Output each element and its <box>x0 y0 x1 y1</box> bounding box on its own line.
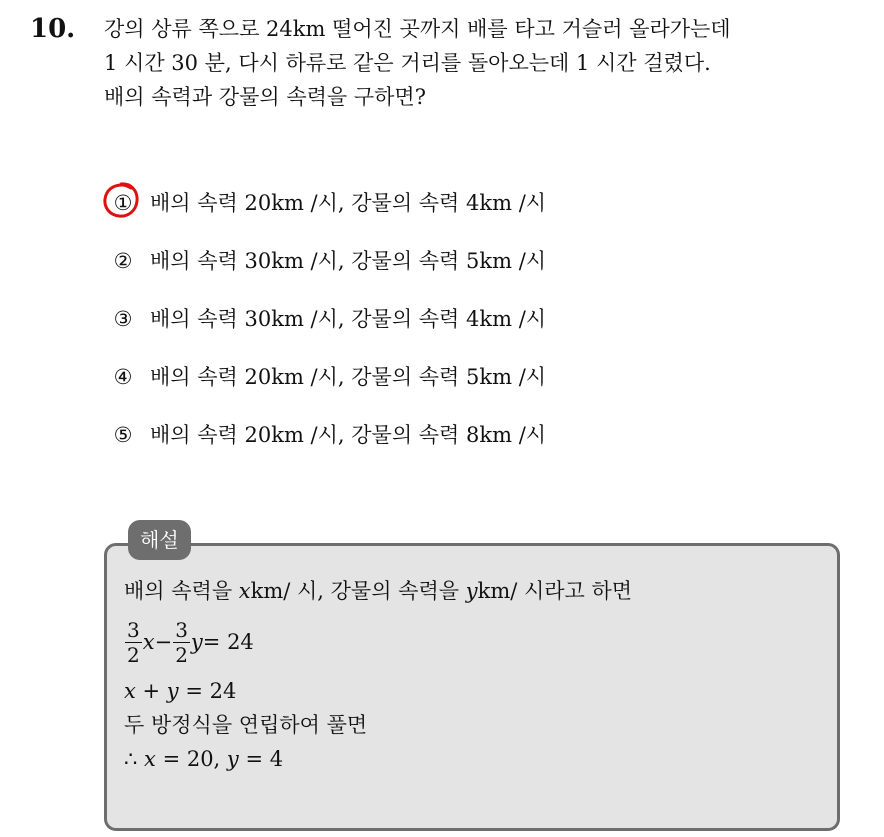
question-line: 1 시간 30 분, 다시 하류로 같은 거리를 돌아오는데 1 시간 걸렸다. <box>104 51 711 75</box>
question-line: 배의 속력과 강물의 속력을 구하면? <box>104 85 426 109</box>
solution-content <box>124 574 632 776</box>
fraction-numerator: 3 <box>127 617 140 642</box>
choice-number: ⑤ <box>113 423 133 447</box>
fraction-numerator: 3 <box>175 617 188 642</box>
math-variable: x <box>142 630 155 654</box>
choice-number: ② <box>113 249 133 273</box>
choice-5[interactable] <box>108 406 546 464</box>
math-variable: y <box>190 630 203 654</box>
answer-choices <box>108 174 546 464</box>
fraction <box>125 618 142 667</box>
choice-marker <box>108 418 138 452</box>
choice-number: ① <box>113 191 133 215</box>
choice-marker <box>108 244 138 278</box>
solution-text: 배의 속력을 <box>124 579 239 603</box>
choice-4[interactable] <box>108 348 546 406</box>
math-variable: x <box>238 579 251 603</box>
math-variable: y <box>226 747 239 771</box>
choice-text: 배의 속력 20km /시, 강물의 속력 4km /시 <box>150 191 547 215</box>
fraction <box>173 618 190 667</box>
choice-text: 배의 속력 30km /시, 강물의 속력 5km /시 <box>150 249 547 273</box>
math-variable: x <box>144 747 156 771</box>
math-value: = 20, <box>155 747 227 771</box>
solution-answer <box>124 742 632 776</box>
choice-1[interactable] <box>108 174 546 232</box>
choice-text: 배의 속력 30km /시, 강물의 속력 4km /시 <box>150 307 547 331</box>
choice-number: ④ <box>113 365 133 389</box>
solution-line-intro <box>124 574 632 608</box>
question-number: 10. <box>30 14 76 44</box>
choice-2[interactable] <box>108 232 546 290</box>
fraction-denominator: 2 <box>175 642 188 667</box>
math-operator: + <box>135 679 167 703</box>
solution-line-solve: 두 방정식을 연립하여 풀면 <box>124 713 368 737</box>
equation-1 <box>124 612 632 672</box>
question-text <box>104 12 864 114</box>
equation-2 <box>124 674 632 708</box>
therefore-symbol: ∴ <box>124 747 145 771</box>
math-value: = 4 <box>238 747 284 771</box>
math-rhs: = 24 <box>178 679 237 703</box>
choice-number: ③ <box>113 307 133 331</box>
solution-label: 해설 <box>128 520 191 560</box>
solution-text: km/ 시, 강물의 속력을 <box>250 579 466 603</box>
choice-3[interactable] <box>108 290 546 348</box>
choice-marker <box>108 302 138 336</box>
math-operator: − <box>154 630 173 654</box>
math-variable: y <box>465 579 478 603</box>
math-variable: x <box>124 679 136 703</box>
math-rhs: = 24 <box>202 630 254 654</box>
choice-text: 배의 속력 20km /시, 강물의 속력 8km /시 <box>150 423 547 447</box>
choice-marker <box>108 360 138 394</box>
choice-text: 배의 속력 20km /시, 강물의 속력 5km /시 <box>150 365 547 389</box>
choice-marker <box>108 186 138 220</box>
math-variable: y <box>166 679 179 703</box>
fraction-denominator: 2 <box>127 642 140 667</box>
solution-text: km/ 시라고 하면 <box>477 579 633 603</box>
question-line: 강의 상류 쪽으로 24km 떨어진 곳까지 배를 타고 거슬러 올라가는데 <box>104 17 731 41</box>
